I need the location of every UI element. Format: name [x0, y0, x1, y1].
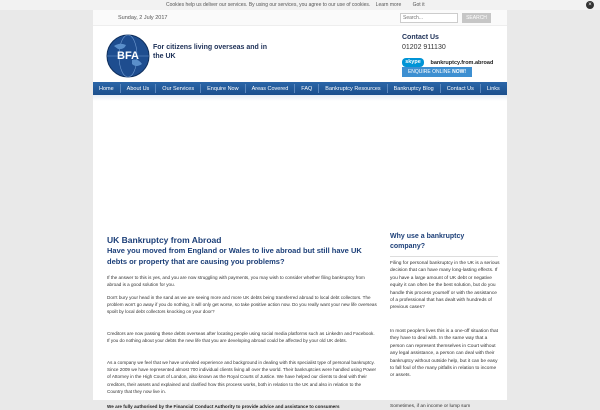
page-title: UK Bankruptcy from Abroad — [107, 235, 222, 245]
close-icon[interactable]: × — [586, 1, 594, 9]
authorised-paragraph: We are fully authorised by the Financial Conduct Authority to provide advice and assistance to consumers — [107, 404, 340, 409]
nav-contact-us[interactable]: Contact Us — [446, 85, 474, 92]
date: Sunday, 2 July 2017 — [118, 15, 168, 21]
page — [93, 10, 507, 409]
nav-faq[interactable]: FAQ — [301, 85, 313, 92]
sidebar-paragraph: Sometimes, if an income or lump sum — [390, 404, 471, 409]
social-media-paragraph: Creditors are now passing these debts overseas after locating people using social media platforms such as LinkedIn and Facebook. If you do nothing about your debts the new life that you are developing abroad could be affected by your old UK debts. — [107, 331, 375, 344]
logo-text: BFA — [117, 50, 139, 62]
phone-number[interactable]: 01202 911130 — [402, 44, 446, 51]
main-nav — [93, 82, 507, 95]
nav-shadow — [93, 95, 507, 101]
nav-home[interactable]: Home — [99, 85, 114, 92]
debt-collectors-paragraph: Don't bury your head in the sand as we are seeing more and more UK debts being transferred abroad to local debt collectors. The problem won't go away if you do nothing, it will only get worse, so take positive action now. Do you really want your new life overseas spoilt by local debt collectors knocking on your door? — [107, 295, 377, 315]
cookie-text: Cookies help us deliver our services. By using our services, you agree to our use of cookies. — [166, 2, 371, 8]
sidebar-divider — [390, 256, 498, 257]
contact-title: Contact Us — [402, 34, 439, 41]
sidebar-paragraph: Filing for personal bankruptcy in the UK is a serious decision that can have many long-lasting effects. If you have a large amount of UK debt or negative equity it can often be the best solution, but do you handle this process yourself or with the assistance of a professional that has dealt with hundreds of previous cases? — [390, 261, 500, 311]
nav-about-us[interactable]: About Us — [126, 85, 150, 92]
skype-icon: skype — [402, 58, 424, 67]
learn-more-link[interactable]: Learn more — [375, 2, 402, 8]
experience-paragraph: As a company we feel that we have unrivaled experience and background in dealing with this specialist type of personal bankruptcy. Since 2009 we have represented almost 700 individual clients living all over the world. Their bankruptcies were handled using Power of Attorney in the High Court of London, also known as the Royal Courts of Justice. We have helped our clients to deal with their creditors, their assets and explained and clarified how this process works, both in relation to the UK and also in relation to the Country that they now live in. — [107, 360, 377, 394]
page-subtitle: Have you moved from England or Wales to live abroad but still have UK debts or property that are causing you problems? — [107, 246, 362, 266]
search-input[interactable] — [400, 13, 458, 23]
enquire-label: ENQUIRE ONLINE — [407, 69, 451, 75]
sidebar-paragraph: In most people's lives this is a one-off situation that they have to deal with. In the same way that a person can represent themselves in Court without any legal assistance, a person can deal with their bankruptcy without outside help, but it can be easy to fall foul of the many pitfalls in relation to income or assets. — [390, 329, 499, 379]
tagline: For citizens living overseas and in the UK — [153, 44, 267, 60]
nav-links[interactable]: Links — [486, 85, 500, 92]
nav-bankruptcy-blog[interactable]: Bankruptcy Blog — [393, 85, 434, 92]
skype-contact[interactable] — [402, 54, 493, 64]
nav-our-services[interactable]: Our Services — [162, 85, 195, 92]
cookie-message — [166, 2, 425, 8]
nav-bankruptcy-resources[interactable]: Bankruptcy Resources — [325, 85, 381, 92]
intro-paragraph: If the answer to this is yes, and you are now struggling with payments, you may wish to consider whether filing bankruptcy from abroad is a good solution for you. — [107, 275, 365, 288]
cookie-bar — [0, 0, 600, 10]
got-it-button[interactable]: Got it — [412, 2, 425, 8]
nav-enquire-now[interactable]: Enquire Now — [207, 85, 239, 92]
bfa-globe-logo[interactable] — [106, 34, 150, 78]
enquire-now-label: NOW! — [452, 69, 467, 75]
enquire-online-button[interactable] — [402, 67, 472, 77]
skype-username: bankruptcy.from.abroad — [430, 59, 494, 66]
nav-areas-covered[interactable]: Areas Covered — [251, 85, 289, 92]
top-bar — [93, 10, 507, 26]
search-button[interactable]: SEARCH — [462, 13, 491, 23]
sidebar-title: Why use a bankruptcy company? — [390, 233, 465, 250]
